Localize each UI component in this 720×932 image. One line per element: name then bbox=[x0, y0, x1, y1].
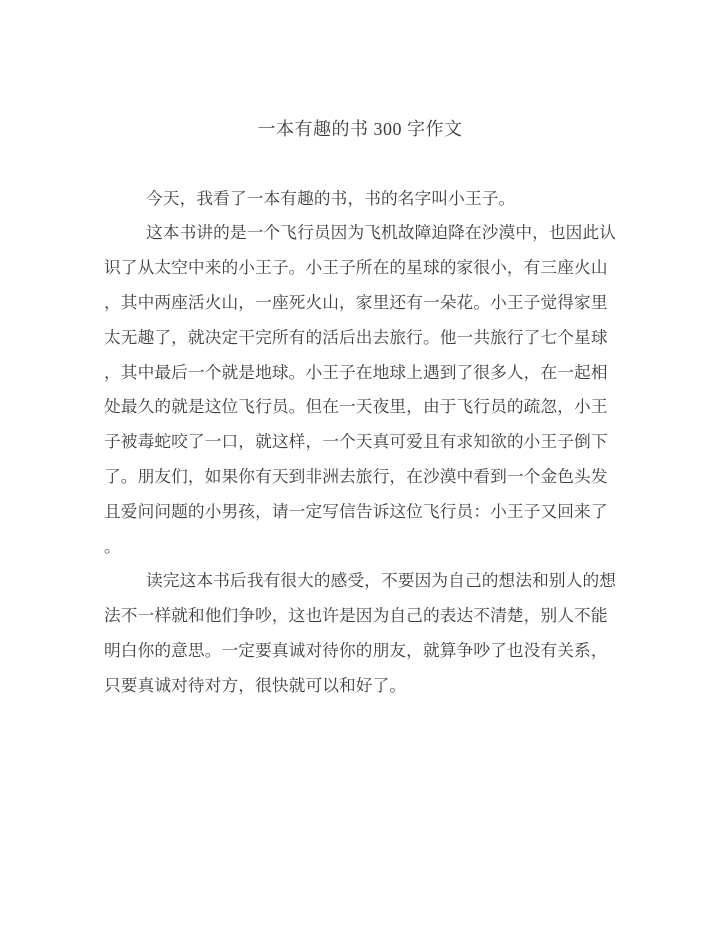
text-line: 且爱问问题的小男孩，请一定写信告诉这位飞行员：小王子又回来了 bbox=[104, 501, 608, 521]
blank-line bbox=[104, 147, 616, 182]
paragraph-summary bbox=[104, 216, 616, 564]
text-line: 这本书讲的是一个飞行员因为飞机故障迫降在沙漠中，也因此认 bbox=[146, 223, 617, 243]
document-body bbox=[104, 112, 616, 704]
text-line: 法不一样就和他们争吵，这也许是因为自己的表达不清楚，别人不能 bbox=[104, 606, 608, 626]
text-line: 子被毒蛇咬了一口，就这样，一个天真可爱且有求知欲的小王子倒下 bbox=[104, 432, 608, 452]
text-line: 处最久的就是这位飞行员。但在一天夜里，由于飞行员的疏忽，小王 bbox=[104, 397, 608, 417]
document-title: 一本有趣的书 300 字作文 bbox=[257, 119, 463, 139]
text-line: 太无趣了，就决定干完所有的活后出去旅行。他一共旅行了七个星球 bbox=[104, 327, 608, 347]
paragraph-reflection bbox=[104, 564, 616, 703]
text-line: 只要真诚对待对方，很快就可以和好了。 bbox=[104, 675, 407, 695]
text-line: 识了从太空中来的小王子。小王子所在的星球的家很小，有三座火山 bbox=[104, 258, 608, 278]
text-line: 。 bbox=[104, 536, 121, 556]
text-line: 读完这本书后我有很大的感受，不要因为自己的想法和别人的想 bbox=[146, 571, 617, 591]
text-line: ，其中最后一个就是地球。小王子在地球上遇到了很多人，在一起相 bbox=[104, 362, 608, 382]
text-line: 明白你的意思。一定要真诚对待你的朋友，就算争吵了也没有关系， bbox=[104, 640, 608, 660]
text-line: 今天，我看了一本有趣的书，书的名字叫小王子。 bbox=[146, 188, 516, 208]
paragraph-intro bbox=[104, 182, 616, 217]
text-line: ，其中两座活火山，一座死火山，家里还有一朵花。小王子觉得家里 bbox=[104, 292, 608, 312]
text-line: 了。朋友们，如果你有天到非洲去旅行，在沙漠中看到一个金色头发 bbox=[104, 466, 608, 486]
